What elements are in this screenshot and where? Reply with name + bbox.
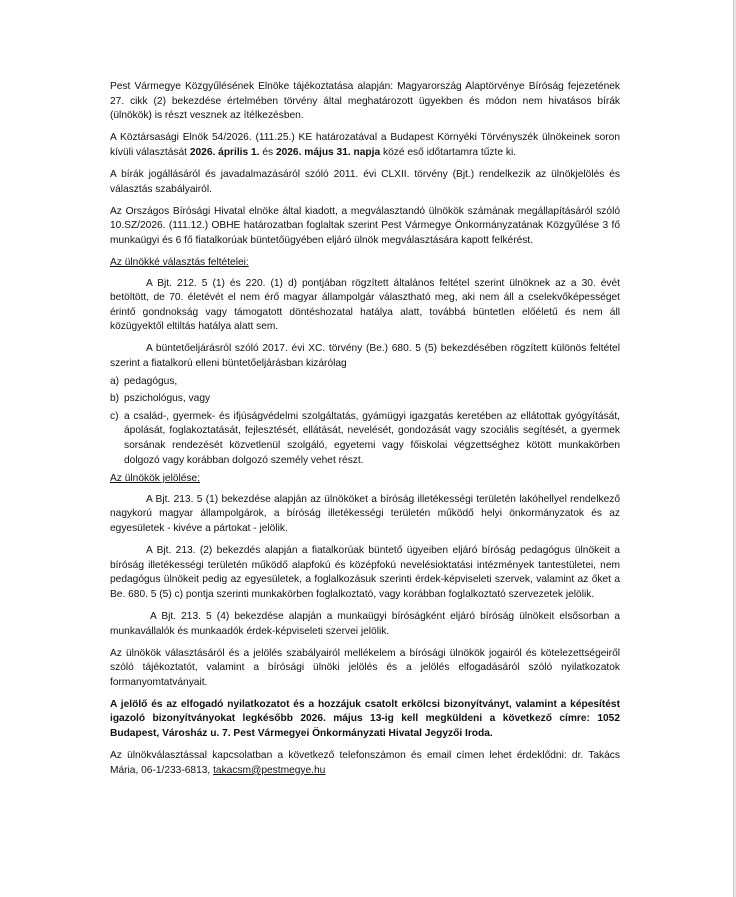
contact-email-link[interactable]: takacsm@pestmegye.hu xyxy=(213,764,326,776)
decree-suffix: közé eső időtartamra tűzte ki. xyxy=(380,146,517,158)
list-item xyxy=(110,410,620,468)
list-text: pszichológus, vagy xyxy=(124,393,211,405)
election-end-date: 2026. május 31. napja xyxy=(275,146,381,158)
list-text: pedagógus, xyxy=(124,375,178,387)
paragraph-election-decree xyxy=(110,131,620,160)
paragraph-contact xyxy=(110,749,620,778)
paragraph-general-conditions: A Bjt. 212. 5 (1) és 220. (1) d) pontjában rögzített általános feltétel szerint ülnöknek az a 30. évét betöltött, de 70. életévét el nem érő magyar állampolgár választható meg, aki nem áll a cselekvőképességet érintő gondnokság vagy támogatott döntéshozatal hatálya alatt, továbbá büntetlen előéletű és nem áll közügyektől eltiltás hatálya alatt sem. xyxy=(110,277,620,333)
decree-text: A Köztársasági Elnök 54/2026. (111.25.) KE határozatával a Budapest Környéki Törvényszék ülnökeinek soron kívüli választását xyxy=(110,132,620,158)
paragraph-nomination-labour: A Bjt. 213. 5 (4) bekezdése alapján a munkaügyi bíróságként eljáró bíróság ülnökeit elsősorban a munkavállalók és munkaadók érdek-képviseleti szervei jelölik. xyxy=(110,610,620,637)
paragraph-law-reference: A bírák jogállásáról és javadalmazásáról szóló 2011. évi CLXII. törvény (Bjt.) rendelkezik az ülnökjelölés és választás szabályairól. xyxy=(110,168,620,195)
paragraph-attachments: Az ülnökök választásáról és a jelölés szabályairól mellékelem a bírósági ülnökök jogairól és kötelezettségeiről szóló tájékoztatót, valamint a bírósági ülnöki jelölés és a jelölés elfogadásáról szóló nyilatkozatok formanyomtatványait. xyxy=(110,647,620,688)
paragraph-intro: Pest Vármegye Közgyűlésének Elnöke tájékoztatása alapján: Magyarország Alaptörvénye Bíróság fejezetének 27. cikk (2) bekezdése értelmében törvény által meghatározott ügyekben és módon nem hivatásos bírák (ülnökök) is részt vesznek az ítélkezésben. xyxy=(110,81,620,122)
paragraph-special-conditions: A büntetőeljárásról szóló 2017. évi XC. törvény (Be.) 680. 5 (5) bekezdésében rögzített különös feltétel szerint a fiatalkorú elleni büntetőeljárásban kizárólag xyxy=(110,343,620,369)
heading-election-conditions: Az ülnökké választás feltételei: xyxy=(110,256,249,268)
paragraph-nomination-general: A Bjt. 213. 5 (1) bekezdése alapján az ülnököket a bíróság illetékességi területén lakóhellyel rendelkező nagykorú magyar állampolgárok, a bíróság illetékességi területén működő helyi önkormányzatok és az egyesületek - kivéve a pártokat - jelölik. xyxy=(110,493,620,534)
list-marker: a) xyxy=(110,375,120,387)
eligibility-list xyxy=(110,375,620,469)
list-marker: c) xyxy=(110,410,119,422)
paragraph-nomination-juvenile: A Bjt. 213. (2) bekezdés alapján a fiatalkorúak büntető ügyeiben eljáró bíróság pedagógus ülnökeit a bíróság illetékességi területén működő alapfokú és középfokú nevelésioktatási intézmények tantestületei, nem pedagógus ülnökeit pedig az egyesületek, a foglalkozásuk szerinti érdek-képviseleti szervek, valamint az őket a Be. 680. 5 (5) c) pontja szerinti munkakörben foglalkoztató, vagy korábban foglalkoztató szervezetek jelölik. xyxy=(110,545,620,600)
paragraph-submission-deadline: A jelölő és az elfogadó nyilatkozatot és a hozzájuk csatolt erkölcsi bizonyítványt, valamint a képesítést igazoló bizonyítványokat legkésőbb 2026. május 13-ig kell megküldeni a következő címre: 1052 Budapest, Városház u. 7. Pest Vármegyei Önkormányzati Hivatal Jegyzői Iroda. xyxy=(110,698,620,740)
heading-nomination: Az ülnökök jelölése: xyxy=(110,473,201,485)
document-body xyxy=(110,80,620,786)
election-start-date: 2026. április 1. xyxy=(189,146,260,158)
list-item xyxy=(110,392,620,407)
list-marker: b) xyxy=(110,393,120,405)
paragraph-obh-decision: Az Országos Bírósági Hivatal elnöke által kiadott, a megválasztandó ülnökök számának megállapításáról szóló 10.SZ/2026. (111.12.) OBHE határozatban foglaltak szerint Pest Vármegye Önkormányzatának Közgyűlése 3 fő munkaügyi és 6 fő fiatalkorúak büntetőügyében eljáró ülnök megválasztására kapott felkérést. xyxy=(110,205,620,246)
contact-text: Az ülnökválasztással kapcsolatban a következő telefonszámon és email címen lehet érdeklődni: dr. Takács Mária, 06-1/233-6813, xyxy=(110,750,620,776)
list-text: a család-, gyermek- és ifjúságvédelmi szolgáltatás, gyámügyi igazgatás keretében az ellátottak gyógyítását, ápolását, foglakoztatását, fejlesztését, ellátását, nevelését, gondozását vagy szociális segítését, a gyermek sorsának rendezését közvetlenül szolgáló, egyetemi vagy főiskolai végzettséghez kötött munkakörben dolgozó vagy korábban dolgozó személy vehet részt. xyxy=(124,410,620,466)
decree-connector: és xyxy=(259,146,276,158)
list-item xyxy=(110,375,620,390)
